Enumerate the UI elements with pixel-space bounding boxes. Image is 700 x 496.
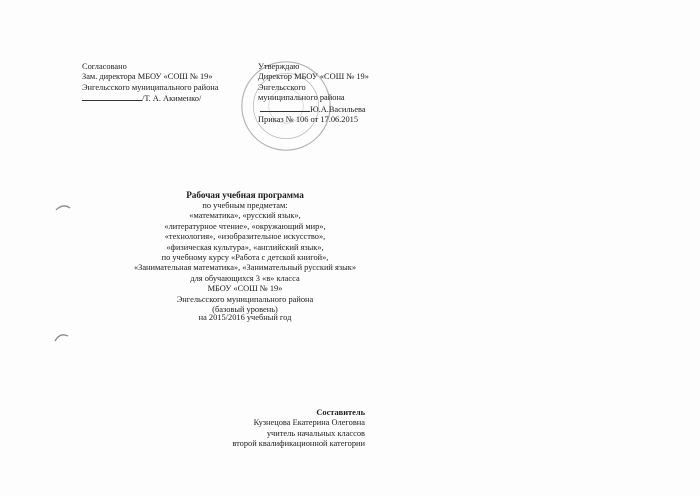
title-line: «математика», «русский язык», — [189, 211, 301, 221]
title-line: «физическая культура», «английский язык», — [166, 242, 324, 252]
program-title-block — [120, 190, 370, 315]
approval-right-district-2: муниципального района — [258, 93, 345, 103]
author-heading: Составитель — [316, 408, 365, 417]
approval-left-position: Зам. директора МБОУ «СОШ № 19» — [82, 72, 213, 82]
program-title: Рабочая учебная программа — [186, 190, 304, 200]
approval-left — [82, 62, 218, 105]
author-position: учитель начальных классов — [266, 428, 365, 438]
approval-left-heading: Согласовано — [82, 62, 127, 71]
punch-hole-mark-icon — [54, 201, 72, 215]
approval-right — [258, 62, 369, 125]
title-line: по учебным предметам: — [202, 201, 288, 210]
author-block — [205, 408, 365, 450]
title-line: для обучающихся 3 «в» класса — [190, 273, 300, 283]
approval-right-signature — [258, 104, 369, 115]
signature-line — [260, 104, 310, 112]
title-line: «литературное чтение», «окружающий мир», — [164, 221, 326, 231]
author-category: второй квалификационной категории — [232, 439, 365, 449]
approval-left-name: /Т. А. Акименко/ — [142, 94, 202, 104]
title-line: (базовый уровень) — [212, 305, 278, 315]
approval-right-name: Ю.А.Васильева — [310, 104, 366, 114]
title-line: «Занимательная математика», «Занимательный русский язык» — [133, 263, 357, 273]
punch-hole-mark-icon — [52, 330, 70, 346]
approval-right-district-1: Энгельсского — [258, 82, 306, 92]
approval-right-order: Приказ № 106 от 17.06.2015 — [258, 115, 359, 125]
approval-right-heading: Утверждаю — [258, 62, 300, 71]
approval-left-signature — [82, 93, 218, 104]
title-line: по учебному курсу «Работа с детской книгой», — [161, 253, 329, 263]
title-line: «технология», «изобразительное искусство», — [164, 232, 326, 242]
title-line: МБОУ «СОШ № 19» — [207, 284, 283, 294]
author-name: Кузнецова Екатерина Олеговна — [253, 418, 365, 428]
approval-left-district: Энгельсского муниципального района — [82, 82, 219, 92]
title-line: Энгельсского муниципального района — [176, 294, 314, 304]
approval-right-position: Директор МБОУ «СОШ № 19» — [258, 72, 369, 82]
signature-line — [82, 93, 142, 101]
academic-year: на 2015/2016 учебный год — [198, 313, 292, 322]
